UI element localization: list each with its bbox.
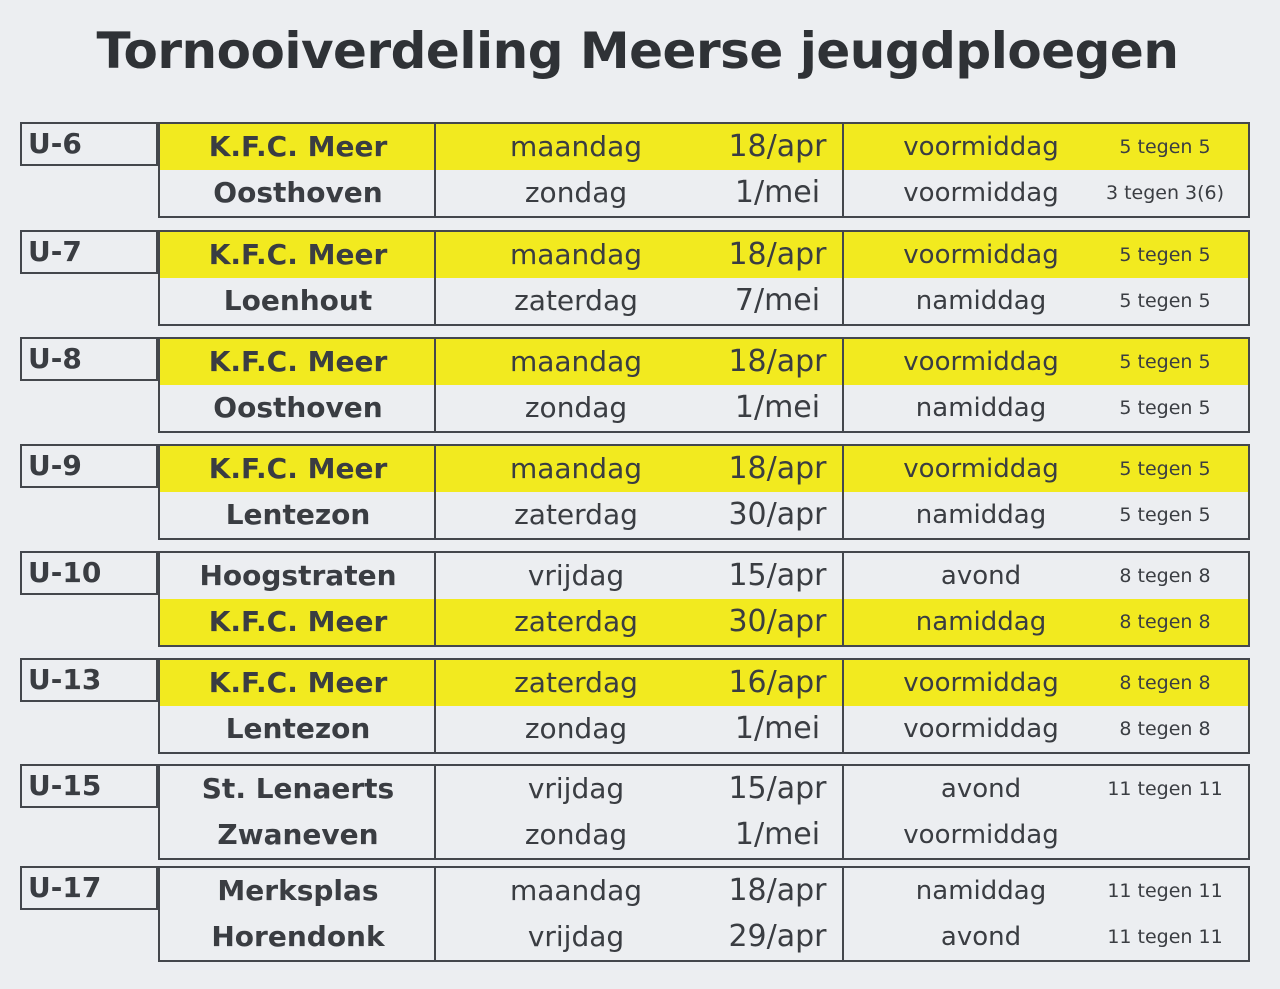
team-name: K.F.C. Meer	[208, 605, 388, 638]
date: 18/apr	[728, 873, 827, 908]
table-row	[160, 914, 1248, 960]
table-row	[160, 706, 1248, 752]
match-format: 8 tegen 8	[1119, 565, 1211, 587]
column-divider	[434, 232, 436, 324]
match-format: 8 tegen 8	[1119, 718, 1211, 740]
match-format: 5 tegen 5	[1119, 136, 1211, 158]
weekday: maandag	[509, 345, 643, 378]
daypart: namiddag	[915, 393, 1047, 423]
table-row	[160, 278, 1248, 324]
table-row	[160, 385, 1248, 431]
weekday: zaterdag	[514, 666, 638, 699]
category-label: U-15	[20, 764, 158, 808]
table-row	[160, 868, 1248, 914]
tournament-box	[158, 658, 1250, 754]
weekday: zondag	[524, 391, 628, 424]
weekday: vrijdag	[527, 920, 625, 953]
column-divider	[434, 124, 436, 216]
table-row-highlighted	[160, 124, 1248, 170]
team-name: Merksplas	[217, 874, 379, 907]
daypart: voormiddag	[903, 132, 1059, 162]
weekday: maandag	[509, 130, 643, 163]
column-divider	[842, 124, 844, 216]
date: 1/mei	[734, 175, 821, 210]
daypart: voormiddag	[903, 820, 1059, 850]
match-format: 5 tegen 5	[1119, 244, 1211, 266]
team-name: Lentezon	[225, 712, 371, 745]
weekday: maandag	[509, 874, 643, 907]
daypart: avond	[940, 774, 1022, 804]
team-name: Hoogstraten	[199, 559, 397, 592]
date: 1/mei	[734, 817, 821, 852]
match-format: 5 tegen 5	[1119, 397, 1211, 419]
column-divider	[842, 553, 844, 645]
page-title: Tornooiverdeling Meerse jeugdploegen	[96, 22, 1179, 80]
daypart: voormiddag	[903, 714, 1059, 744]
table-row-highlighted	[160, 232, 1248, 278]
team-name: St. Lenaerts	[201, 772, 395, 805]
table-row-highlighted	[160, 339, 1248, 385]
date: 15/apr	[728, 558, 827, 593]
weekday: zondag	[524, 712, 628, 745]
tournament-box	[158, 764, 1250, 860]
weekday: maandag	[509, 238, 643, 271]
match-format: 8 tegen 8	[1119, 611, 1211, 633]
tournament-box	[158, 551, 1250, 647]
team-name: K.F.C. Meer	[208, 666, 388, 699]
daypart: voormiddag	[903, 178, 1059, 208]
weekday: zondag	[524, 176, 628, 209]
tournament-box	[158, 337, 1250, 433]
team-name: Oosthoven	[213, 176, 383, 209]
daypart: namiddag	[915, 500, 1047, 530]
team-name: Oosthoven	[213, 391, 383, 424]
team-name: Loenhout	[223, 284, 373, 317]
match-format: 11 tegen 11	[1107, 926, 1223, 948]
match-format: 5 tegen 5	[1119, 458, 1211, 480]
weekday: zaterdag	[514, 284, 638, 317]
column-divider	[434, 660, 436, 752]
table-row	[160, 170, 1248, 216]
table-row-highlighted	[160, 660, 1248, 706]
category-label: U-13	[20, 658, 158, 702]
tournament-box	[158, 444, 1250, 540]
daypart: voormiddag	[903, 454, 1059, 484]
daypart: voormiddag	[903, 347, 1059, 377]
tournament-box	[158, 122, 1250, 218]
team-name: Horendonk	[211, 920, 385, 953]
table-row-highlighted	[160, 599, 1248, 645]
date: 18/apr	[728, 237, 827, 272]
weekday: vrijdag	[527, 559, 625, 592]
date: 30/apr	[728, 604, 827, 639]
date: 7/mei	[734, 283, 821, 318]
match-format: 11 tegen 11	[1107, 880, 1223, 902]
column-divider	[842, 766, 844, 858]
match-format	[1085, 812, 1245, 858]
tournament-box	[158, 866, 1250, 962]
weekday: zondag	[524, 818, 628, 851]
team-name: Lentezon	[225, 498, 371, 531]
table-row	[160, 812, 1248, 858]
date: 18/apr	[728, 344, 827, 379]
column-divider	[842, 232, 844, 324]
team-name: K.F.C. Meer	[208, 238, 388, 271]
table-row	[160, 766, 1248, 812]
column-divider	[842, 868, 844, 960]
column-divider	[842, 660, 844, 752]
category-label: U-10	[20, 551, 158, 595]
date: 30/apr	[728, 497, 827, 532]
category-label: U-8	[20, 337, 158, 381]
date: 18/apr	[728, 129, 827, 164]
table-row	[160, 492, 1248, 538]
match-format: 8 tegen 8	[1119, 672, 1211, 694]
match-format: 11 tegen 11	[1107, 778, 1223, 800]
daypart: avond	[940, 561, 1022, 591]
category-label: U-17	[20, 866, 158, 910]
column-divider	[842, 339, 844, 431]
category-label: U-9	[20, 444, 158, 488]
weekday: vrijdag	[527, 772, 625, 805]
date: 18/apr	[728, 451, 827, 486]
column-divider	[434, 868, 436, 960]
table-row-highlighted	[160, 446, 1248, 492]
team-name: K.F.C. Meer	[208, 130, 388, 163]
date: 1/mei	[734, 711, 821, 746]
column-divider	[434, 553, 436, 645]
daypart: avond	[940, 922, 1022, 952]
match-format: 5 tegen 5	[1119, 351, 1211, 373]
column-divider	[434, 766, 436, 858]
column-divider	[434, 339, 436, 431]
date: 1/mei	[734, 390, 821, 425]
daypart: voormiddag	[903, 240, 1059, 270]
tournament-box	[158, 230, 1250, 326]
daypart: voormiddag	[903, 668, 1059, 698]
date: 15/apr	[728, 771, 827, 806]
date: 16/apr	[728, 665, 827, 700]
match-format: 5 tegen 5	[1119, 504, 1211, 526]
match-format: 3 tegen 3(6)	[1105, 182, 1225, 204]
column-divider	[842, 446, 844, 538]
team-name: Zwaneven	[217, 818, 379, 851]
weekday: maandag	[509, 452, 643, 485]
daypart: namiddag	[915, 286, 1047, 316]
team-name: K.F.C. Meer	[208, 345, 388, 378]
daypart: namiddag	[915, 876, 1047, 906]
column-divider	[434, 446, 436, 538]
match-format: 5 tegen 5	[1119, 290, 1211, 312]
category-label: U-6	[20, 122, 158, 166]
team-name: K.F.C. Meer	[208, 452, 388, 485]
category-label: U-7	[20, 230, 158, 274]
weekday: zaterdag	[514, 605, 638, 638]
date: 29/apr	[728, 919, 827, 954]
weekday: zaterdag	[514, 498, 638, 531]
daypart: namiddag	[915, 607, 1047, 637]
table-row	[160, 553, 1248, 599]
